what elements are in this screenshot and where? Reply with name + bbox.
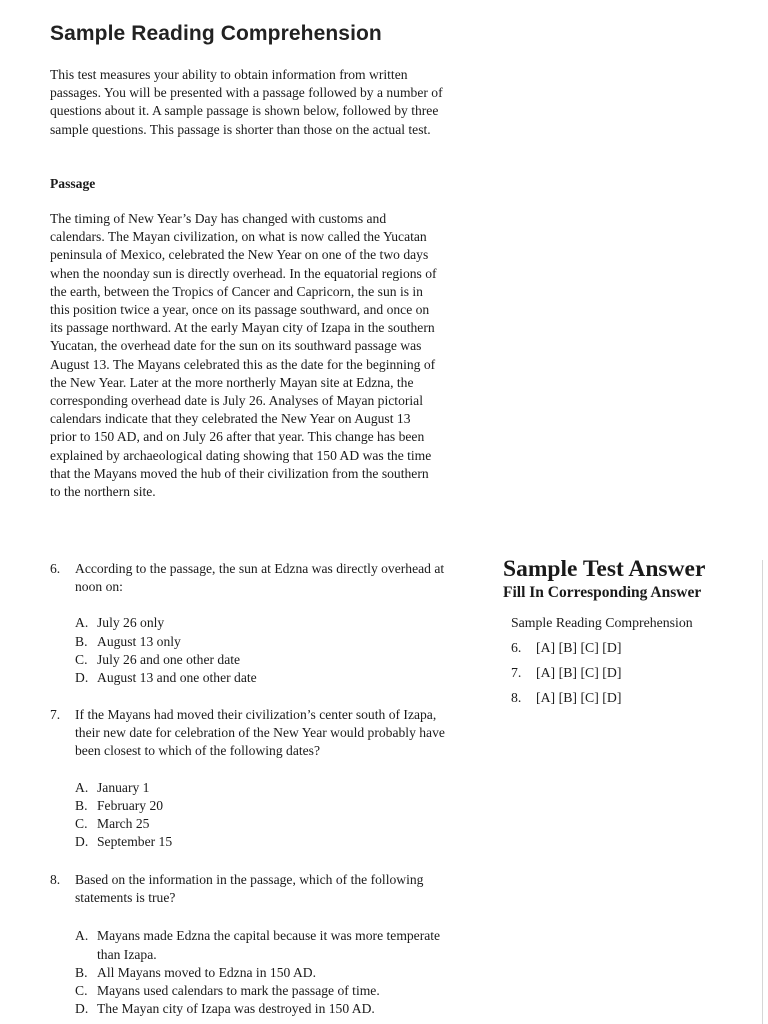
option-d (75, 1000, 450, 1018)
passage-heading: Passage (50, 176, 96, 191)
question-8 (50, 871, 450, 1018)
question-stem (50, 871, 450, 907)
option-a (75, 927, 450, 963)
answer-choices[interactable]: [A] [B] [C] [D] (536, 690, 622, 705)
option-letter: D. (75, 834, 89, 850)
option-text: September 15 (97, 834, 173, 850)
option-text: July 26 only (97, 615, 165, 631)
option-text: Mayans made Edzna the capital because it was more temperate than Izapa. (97, 928, 441, 962)
option-letter: A. (75, 779, 89, 795)
answer-row-7 (511, 665, 753, 681)
option-letter: D. (75, 1001, 89, 1017)
option-letter: C. (75, 651, 88, 667)
option-list (75, 927, 450, 1018)
option-letter: D. (75, 670, 89, 686)
option-text: Mayans used calendars to mark the passage of time. (97, 983, 380, 999)
option-a (75, 779, 450, 797)
option-text: The Mayan city of Izapa was destroyed in 150 AD. (97, 1001, 375, 1017)
option-b (75, 633, 450, 651)
option-a (75, 614, 450, 632)
option-text: July 26 and one other date (97, 651, 241, 667)
page-edge-line (762, 560, 763, 1024)
answer-choices[interactable]: [A] [B] [C] [D] (536, 640, 622, 655)
question-stem (50, 560, 450, 596)
option-list (75, 779, 450, 852)
option-text: March 25 (97, 816, 150, 832)
option-text: August 13 only (97, 633, 181, 649)
option-letter: B. (75, 797, 88, 813)
option-d (75, 669, 450, 687)
question-text: Based on the information in the passage, which of the following statements is true? (75, 872, 424, 906)
option-b (75, 797, 450, 815)
option-list (75, 614, 450, 687)
answer-choices[interactable]: [A] [B] [C] [D] (536, 665, 622, 680)
option-d (75, 833, 450, 851)
intro-paragraph: This test measures your ability to obtain information from written passages. You will be presented with a passage followed by a number of questions about it. A sample passage is shown below, followed by three sample questions. This passage is shorter than those on the actual test. (50, 67, 443, 137)
option-text: August 13 and one other date (97, 670, 257, 686)
option-c (75, 815, 450, 833)
question-number: 7. (50, 707, 61, 722)
page-title: Sample Reading Comprehension (50, 22, 382, 45)
answer-number: 8. (511, 690, 522, 705)
answer-row-8 (511, 690, 753, 706)
option-letter: A. (75, 928, 89, 944)
answer-sheet-section: Sample Reading Comprehension (511, 615, 693, 630)
answer-sheet-subtitle: Fill In Corresponding Answer (503, 584, 702, 601)
question-text: According to the passage, the sun at Edzna was directly overhead at noon on: (75, 561, 445, 595)
option-letter: A. (75, 615, 89, 631)
option-text: February 20 (97, 797, 164, 813)
option-b (75, 964, 450, 982)
option-text: January 1 (97, 779, 150, 795)
answer-number: 7. (511, 665, 522, 680)
option-letter: B. (75, 964, 88, 980)
option-letter: C. (75, 983, 88, 999)
question-7 (50, 706, 450, 851)
answer-number: 6. (511, 640, 522, 655)
option-letter: B. (75, 633, 88, 649)
option-text: All Mayans moved to Edzna in 150 AD. (97, 964, 316, 980)
option-letter: C. (75, 816, 88, 832)
answer-sheet (503, 556, 753, 706)
question-6 (50, 560, 450, 687)
question-stem (50, 706, 450, 761)
option-c (75, 982, 450, 1000)
question-number: 6. (50, 561, 61, 576)
answer-row-6 (511, 640, 753, 656)
question-text: If the Mayans had moved their civilization’s center south of Izapa, their new date for celebration of the New Year would probably have been closest to which of the following dates? (75, 707, 445, 759)
question-number: 8. (50, 872, 61, 887)
option-c (75, 651, 450, 669)
passage-text: The timing of New Year’s Day has changed with customs and calendars. The Mayan civilization, on what is now called the Yucatan peninsula of Mexico, celebrated the New Year on one of the two days when the noonday sun is directly overhead. In the equatorial regions of the earth, between the Tropics of Cancer and Capricorn, the sun is in this position twice a year, once on its passage southward, and once on its passage northward. At the early Mayan city of Izapa in the southern Yucatan, the overhead date for the sun on its southward passage was August 13. The Mayans celebrated this as the date for the beginning of the New Year. Later at the more northerly Mayan site at Edzna, the corresponding overhead date is July 26. Analyses of Mayan pictorial calendars indicate that they celebrated the New Year on August 13 prior to 150 AD, and on July 26 after that year. This change has been explained by archaeological dating showing that 150 AD was the time that the Mayans moved the hub of their civilization from the southern to the northern site. (50, 211, 437, 500)
answer-sheet-title: Sample Test Answer (503, 556, 706, 582)
